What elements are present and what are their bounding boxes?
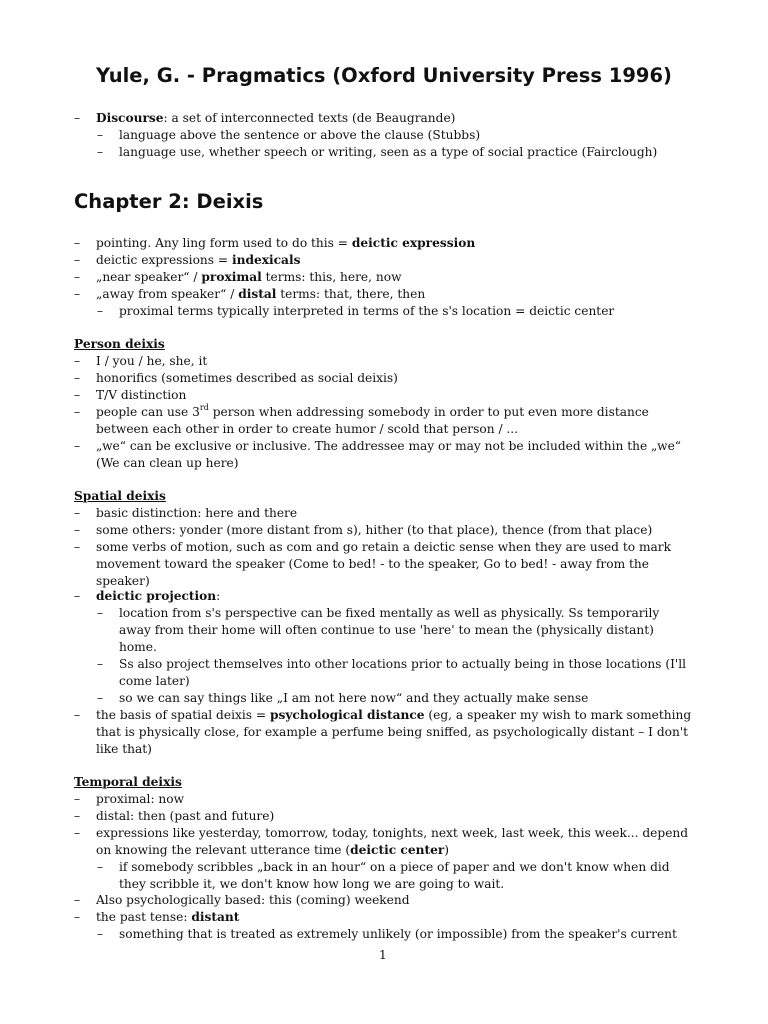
list-item [74,438,700,472]
item-text: (We can clean up here) [96,456,239,470]
list-subitem [97,926,701,943]
list-subitem [97,303,701,320]
list-subitem [97,144,701,161]
bullet-dash: – [74,439,81,453]
subitem-text: language use, whether speech or writing, seen as a type of social practice (Fairclough) [119,145,658,159]
list-item [74,252,700,269]
bullet-dash: – [74,893,81,907]
list-item [74,909,700,926]
list-item [74,522,700,539]
bullet-dash: – [74,809,81,823]
item-text: deictic expressions = [96,253,232,267]
list-subitem [97,690,701,707]
list-subitem [97,656,701,690]
item-text: like that) [96,742,152,756]
term-bold: deictic expression [351,236,476,250]
bullet-dash: – [74,270,81,284]
bullet-dash: – [97,128,104,142]
list-item [74,286,700,303]
bullet-dash: – [97,304,104,318]
term-bold: distal [238,287,277,301]
item-text: that is physically close, for example a perfume being sniffed, as psychologically distant – I don't [96,725,689,739]
subitem-text: they scribble it, we don't know how long we are going to wait. [119,877,505,891]
section-heading-spatial: Spatial deixis [74,489,166,503]
list-subitem [97,859,701,893]
list-item [74,235,700,252]
bullet-dash: – [97,606,104,620]
item-text: T/V distinction [96,388,187,402]
subitem-text: language above the sentence or above the clause (Stubbs) [119,128,481,142]
item-text: ) [444,843,450,857]
bullet-dash: – [97,860,104,874]
term-bold: indexicals [231,253,301,267]
bullet-dash: – [74,111,81,125]
item-text: „away from speaker“ / [96,287,239,301]
item-text: people can use 3 [96,405,200,419]
document-title: Yule, G. - Pragmatics (Oxford University Press 1996) [96,64,672,87]
item-text: (eg, a speaker my wish to mark something [424,708,692,722]
list-item [74,269,700,286]
bullet-dash: – [74,253,81,267]
bullet-dash: – [74,540,81,554]
bullet-dash: – [74,910,81,924]
bullet-dash: – [97,145,104,159]
item-text: terms: this, here, now [261,270,402,284]
subitem-text: location from s's perspective can be fixed mentally as well as physically. Ss temporarily [119,606,660,620]
item-text: the basis of spatial deixis = [96,708,270,722]
item-text: : [216,589,221,603]
item-text: terms: that, there, then [276,287,426,301]
subitem-text: if somebody scribbles „back in an hour“ on a piece of paper and we don't know when did [119,860,670,874]
list-item [74,588,700,605]
bullet-dash: – [74,589,81,603]
term-bold: proximal [201,270,262,284]
bullet-dash: – [74,792,81,806]
term-bold: distant [191,910,240,924]
item-text: person when addressing somebody in order to put even more distance [208,405,649,419]
bullet-dash: – [97,691,104,705]
subitem-text: so we can say things like „I am not here now“ and they actually make sense [119,691,589,705]
bullet-dash: – [74,523,81,537]
list-item [74,825,700,859]
superscript: rd [199,402,209,412]
list-item [74,791,700,808]
list-item-discourse [74,110,700,127]
list-item [74,707,700,758]
subitem-text: come later) [119,674,190,688]
section-heading-person: Person deixis [74,337,165,351]
bullet-dash: – [74,354,81,368]
item-text: „we“ can be exclusive or inclusive. The addressee may or may not be included within the „we“ [96,439,682,453]
list-item [74,539,700,590]
term-bold: psychological distance [269,708,425,722]
page-number: 1 [379,948,387,962]
list-subitem [97,605,701,656]
bullet-dash: – [74,236,81,250]
item-text: some others: yonder (more distant from s), hither (to that place), thence (from that place) [96,523,653,537]
bullet-dash: – [74,388,81,402]
list-subitem [97,127,701,144]
section-heading-temporal: Temporal deixis [74,775,182,789]
list-item [74,387,700,404]
subitem-text: something that is treated as extremely unlikely (or impossible) from the speaker's current [119,927,677,941]
item-text: pointing. Any ling form used to do this = [96,236,352,250]
bullet-dash: – [97,657,104,671]
term-discourse: Discourse [96,111,164,125]
chapter-heading: Chapter 2: Deixis [74,190,264,213]
term-bold: deictic projection [96,589,217,603]
item-text: proximal: now [96,792,185,806]
subitem-text: home. [119,640,157,654]
list-item [74,370,700,387]
bullet-dash: – [74,506,81,520]
bullet-dash: – [74,708,81,722]
item-text: the past tense: [96,910,192,924]
item-text: movement toward the speaker (Come to bed! - to the speaker, Go to bed! - away from the [96,557,649,571]
definition-text: : a set of interconnected texts (de Beaugrande) [163,111,456,125]
subitem-text: Ss also project themselves into other locations prior to actually being in those locations (I'll [119,657,687,671]
bullet-dash: – [74,287,81,301]
term-bold: deictic center [350,843,445,857]
bullet-dash: – [74,371,81,385]
item-text: on knowing the relevant utterance time ( [96,843,351,857]
list-item [74,402,700,438]
list-item [74,892,700,909]
item-text: honorifics (sometimes described as social deixis) [96,371,398,385]
bullet-dash: – [97,927,104,941]
item-text: expressions like yesterday, tomorrow, today, tonights, next week, last week, this week... depend [96,826,689,840]
bullet-dash: – [74,826,81,840]
list-item [74,505,700,522]
list-item [74,353,700,370]
item-text: between each other in order to create humor / scold that person / ... [96,422,519,436]
item-text: distal: then (past and future) [96,809,275,823]
item-text: I / you / he, she, it [96,354,208,368]
list-item [74,808,700,825]
bullet-dash: – [74,405,81,419]
item-text: some verbs of motion, such as com and go retain a deictic sense when they are used to mark [96,540,671,554]
item-text: „near speaker“ / [96,270,202,284]
item-text: speaker) [96,574,150,588]
item-text: Also psychologically based: this (coming) weekend [96,893,410,907]
item-text: basic distinction: here and there [96,506,298,520]
subitem-text: away from their home will often continue to use 'here' to mean the (physically distant) [119,623,654,637]
subitem-text: proximal terms typically interpreted in terms of the s's location = deictic center [119,304,615,318]
